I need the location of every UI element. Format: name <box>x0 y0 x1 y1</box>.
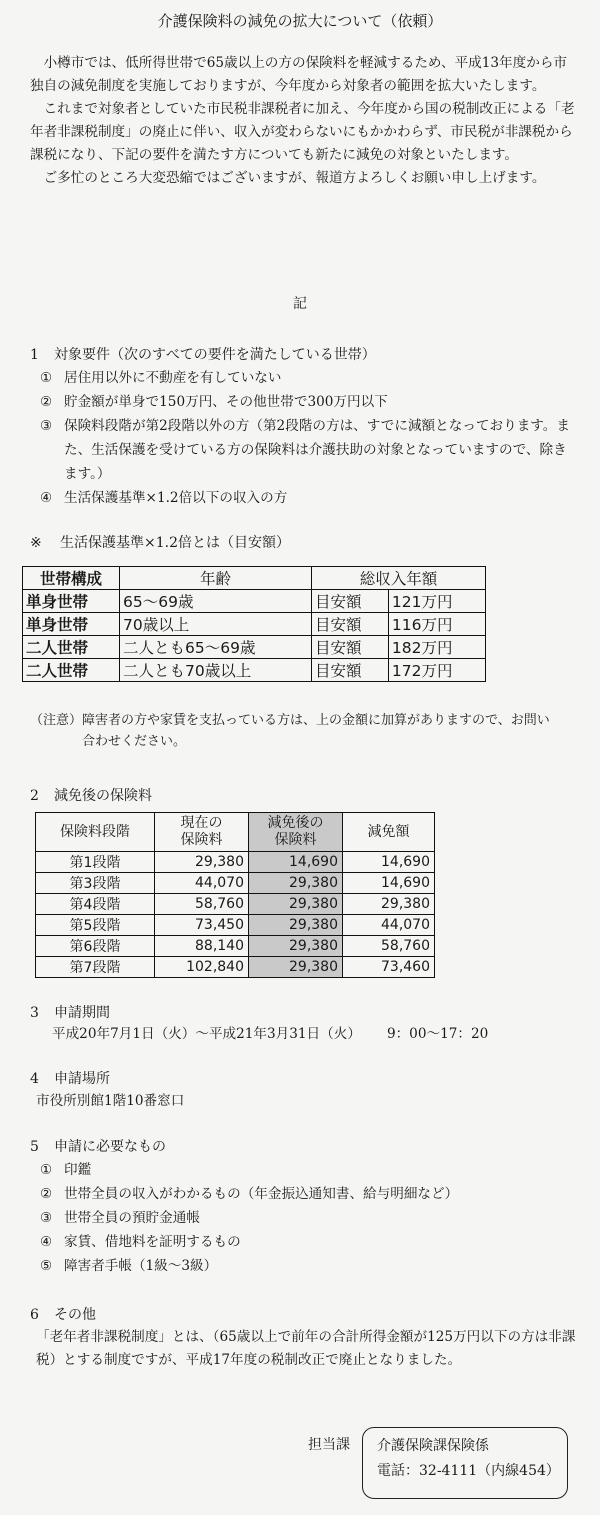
section-title: 対象要件（次のすべての要件を満たしている世帯） <box>54 347 376 363</box>
table-row: 第5段階 73,450 29,380 44,070 <box>36 915 435 936</box>
contact-phone: 電話：32-4111（内線454） <box>377 1463 560 1479</box>
intro-text <box>30 52 578 190</box>
application-place: 市役所別館1階10番窓口 <box>36 1093 185 1109</box>
note-text: （注意）障害者の方や家賃を支払っている方は、上の金額に加算がありますので、お問い 合わせください。 <box>30 710 578 752</box>
contact-label: 担当課 <box>308 1437 350 1453</box>
section-1-heading <box>30 344 376 364</box>
table-row: 単身世帯 65～69歳 目安額 121万円 <box>23 590 486 613</box>
section-4-heading: 4 申請場所 <box>30 1071 110 1087</box>
list-item: ③ 保険料段階が第2段階以外の方（第2段階の方は、すでに減額となっております。また、生活保護を受けている方の保険料は介護扶助の対象となっていますので、除きます。） <box>40 418 570 482</box>
table-row: 二人世帯 二人とも70歳以上 目安額 172万円 <box>23 659 486 682</box>
section-3-heading: 3 申請期間 <box>30 1005 110 1021</box>
reference-heading: ※ 生活保護基準×1.2倍とは（目安額） <box>30 535 290 551</box>
table-row: 第4段階 58,760 29,380 29,380 <box>36 894 435 915</box>
contact-box <box>362 1427 568 1499</box>
document-title: 介護保険料の減免の拡大について（依頼） <box>157 12 443 30</box>
intro-paragraph: 小樽市では、低所得世帯で65歳以上の方の保険料を軽減するため、平成13年度から市独自の減免制度を実施しておりますが、今年度から対象者の範囲を拡大いたします。 <box>30 55 568 94</box>
table-row: 第3段階 44,070 29,380 14,690 <box>36 873 435 894</box>
list-item: ① 印鑑 <box>40 1162 92 1178</box>
section-number: 1 <box>30 347 39 363</box>
intro-paragraph: これまで対象者としていた市民税非課税者に加え、今年度から国の税制改正による「老年者非課税制度」の廃止に伴い、収入が変わらないにもかかわらず、市民税が非課税から課税になり、下記の要件を満たす方についても新たに減免の対象といたします。 <box>30 101 575 163</box>
section-5-heading: 5 申請に必要なもの <box>30 1139 166 1155</box>
list-item: ② 世帯全員の収入がわかるもの（年金振込通知書、給与明細など） <box>40 1186 459 1202</box>
ki-heading: 記 <box>293 296 307 312</box>
contact-department: 介護保険課保険係 <box>377 1438 489 1454</box>
asterisk-mark: ※ <box>30 535 42 551</box>
table-row: 第6段階 88,140 29,380 58,760 <box>36 936 435 957</box>
income-standard-table <box>22 566 486 682</box>
section-5-items <box>40 1158 580 1278</box>
list-item: ④ 家賃、借地料を証明するもの <box>40 1234 241 1250</box>
section-2-heading: 2 減免後の保険料 <box>30 788 152 804</box>
list-item: ② 貯金額が単身で150万円、その他世帯で300万円以下 <box>40 394 388 410</box>
table-header-row: 保険料段階 現在の 保険料 減免後の 保険料 減免額 <box>36 813 435 852</box>
list-item: ⑤ 障害者手帳（1級～3級） <box>40 1258 218 1274</box>
table-row: 第1段階 29,380 14,690 14,690 <box>36 852 435 873</box>
table-row: 単身世帯 70歳以上 目安額 116万円 <box>23 613 486 636</box>
intro-paragraph: ご多忙のところ大変恐縮ではございますが、報道方よろしくお願い申し上げます。 <box>43 170 546 186</box>
other-text: 「老年者非課税制度」とは、（65歳以上で前年の合計所得金額が125万円以下の方は非課税）とする制度ですが、平成17年度の税制改正で廃止となりました。 <box>36 1329 576 1368</box>
table-row: 二人世帯 二人とも65～69歳 目安額 182万円 <box>23 636 486 659</box>
list-item: ① 居住用以外に不動産を有していない <box>40 370 282 386</box>
section-6-heading: 6 その他 <box>30 1307 96 1323</box>
list-item: ④ 生活保護基準×1.2倍以下の収入の方 <box>40 490 288 506</box>
table-header-row: 世帯構成 年齢 総収入年額 <box>23 567 486 590</box>
section-1-items <box>40 366 580 510</box>
list-item: ③ 世帯全員の預貯金通帳 <box>40 1210 200 1226</box>
premium-table <box>35 812 435 978</box>
application-period: 平成20年7月1日（火）～平成21年3月31日（火） 9：00～17：20 <box>52 1026 489 1042</box>
note-label: （注意） <box>30 713 83 728</box>
table-row: 第7段階 102,840 29,380 73,460 <box>36 957 435 978</box>
